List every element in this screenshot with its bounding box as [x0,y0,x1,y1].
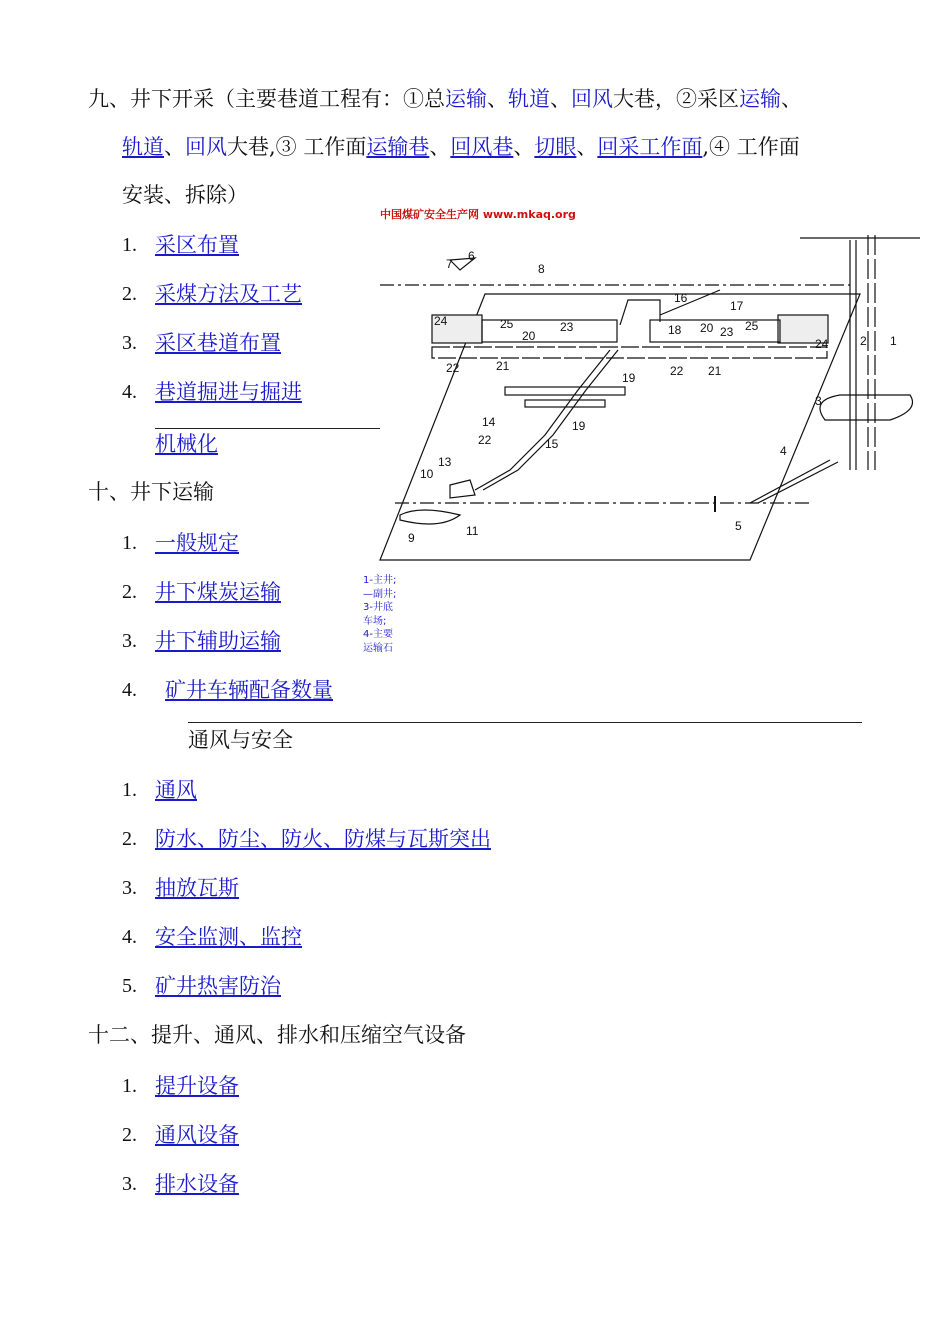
diagram-label: 18 [668,323,682,337]
link-roadway-driving[interactable]: 巷道掘进与掘进 [155,380,302,404]
mine-layout-diagram [360,200,930,570]
section-9-line-1 [88,84,802,114]
separator: 、 [513,135,535,159]
diagram-label: 25 [500,317,514,331]
list-number: 4. [122,926,137,948]
link-hoisting-equipment[interactable]: 提升设备 [155,1074,239,1098]
list-number: 5. [122,975,137,997]
caption-line: 3-井底 [363,602,393,613]
section-9-line-3: 安装、拆除） [122,183,248,207]
separator: 、 [164,135,185,159]
diagram-label: 11 [466,524,479,538]
diagram-label: 20 [700,321,714,335]
list-number: 4. [122,381,137,403]
diagram-label: 25 [745,319,759,333]
list-number: 3. [122,630,137,652]
section-10-title: 十、井下运输 [88,480,214,504]
link-transport-roadway[interactable]: 运输巷 [366,135,430,159]
separator: 、 [550,87,571,111]
diagram-watermark: 中国煤矿安全生产网 www.mkaq.org [380,208,576,221]
caption-line: 车场; [363,615,387,627]
list-number: 1. [122,1075,137,1097]
diagram-label: 24 [815,337,829,351]
diagram-label: 3 [815,394,822,408]
diagram-label: 15 [545,437,559,451]
link-coal-transport[interactable]: 井下煤炭运输 [155,580,281,604]
diagram-label: 8 [538,262,545,276]
section-11-title: 通风与安全 [188,728,293,752]
list-number: 2. [122,1124,137,1146]
diagram-label: 17 [730,299,744,313]
caption-line: 1-主井; [363,575,397,586]
diagram-caption [363,574,396,655]
link-roadway-layout[interactable]: 采区巷道布置 [155,331,281,355]
separator: 、 [487,87,508,111]
diagram-label: 19 [572,419,586,433]
divider [188,722,862,723]
caption-line: 4-主要 [363,629,393,640]
diagram-label: 22 [670,364,684,378]
section-9-title: 九、井下开采（主要巷道工程有：①总 [88,87,445,111]
diagram-label: 20 [522,329,536,343]
diagram-label: 5 [735,519,742,533]
link-return-roadway[interactable]: 回风巷 [450,135,514,159]
link-mining-method[interactable]: 采煤方法及工艺 [155,282,302,306]
diagram-label: 14 [482,415,496,429]
diagram-label: 2 [860,334,867,348]
section-9-line-2 [122,132,800,162]
diagram-label: 21 [708,364,722,378]
diagram-label: 23 [560,320,574,334]
link-ventilation-equipment[interactable]: 通风设备 [155,1123,239,1147]
section-12-title: 十二、提升、通风、排水和压缩空气设备 [88,1023,466,1047]
term-return-air: 回风 [571,87,613,111]
link-track[interactable]: 轨道 [122,135,164,159]
link-mining-district-layout[interactable]: 采区布置 [155,233,239,257]
link-general-rules[interactable]: 一般规定 [155,531,239,555]
diagram-label: 1 [890,334,897,348]
term-transport: 运输 [445,87,487,111]
term-transport-2: 运输 [739,87,781,111]
diagram-label: 10 [420,467,434,481]
list-number: 1. [122,779,137,801]
diagram-label: 24 [434,314,448,328]
separator: 、 [429,135,451,159]
diagram-label: 19 [622,371,636,385]
separator: 、 [576,135,598,159]
diagram-label: 23 [720,325,734,339]
term-track: 轨道 [508,87,550,111]
link-safety-monitoring[interactable]: 安全监测、监控 [155,925,302,949]
caption-line: —副井; [363,588,397,600]
separator: 、 [781,87,802,111]
text-fragment: 大巷,③ 工作面 [227,135,367,159]
list-number: 2. [122,828,137,850]
link-auxiliary-transport[interactable]: 井下辅助运输 [155,629,281,653]
link-working-face[interactable]: 回采工作面 [597,135,703,159]
link-mechanization[interactable]: 机械化 [155,432,218,456]
text-fragment: 大巷，②采区 [613,87,739,111]
term-return-air-2: 回风 [185,135,227,159]
link-ventilation[interactable]: 通风 [155,778,197,802]
link-vehicle-quantity[interactable]: 矿井车辆配备数量 [165,678,333,702]
link-open-off-cut[interactable]: 切眼 [534,135,577,159]
diagram-label: 22 [446,361,460,375]
link-heat-hazard[interactable]: 矿井热害防治 [155,974,281,998]
link-drainage-equipment[interactable]: 排水设备 [155,1172,239,1196]
diagram-label: 16 [674,291,688,305]
link-disaster-prevention[interactable]: 防水、防尘、防火、防煤与瓦斯突出 [155,827,491,851]
list-number: 3. [122,1173,137,1195]
list-number: 4. [122,679,137,701]
list-number: 3. [122,877,137,899]
diagram-label: 4 [780,444,787,458]
diagram-label: 9 [408,531,415,545]
diagram-label: 21 [496,359,510,373]
text-fragment: ,④ 工作面 [702,135,800,159]
list-number: 1. [122,234,137,256]
link-gas-drainage[interactable]: 抽放瓦斯 [155,876,239,900]
caption-line: 运输石 [363,642,393,654]
diagram-label: 7 [446,257,453,271]
list-number: 1. [122,532,137,554]
diagram-label: 6 [468,249,475,263]
diagram-label: 13 [438,455,452,469]
diagram-label: 22 [478,433,492,447]
list-number: 3. [122,332,137,354]
list-number: 2. [122,283,137,305]
list-number: 2. [122,581,137,603]
